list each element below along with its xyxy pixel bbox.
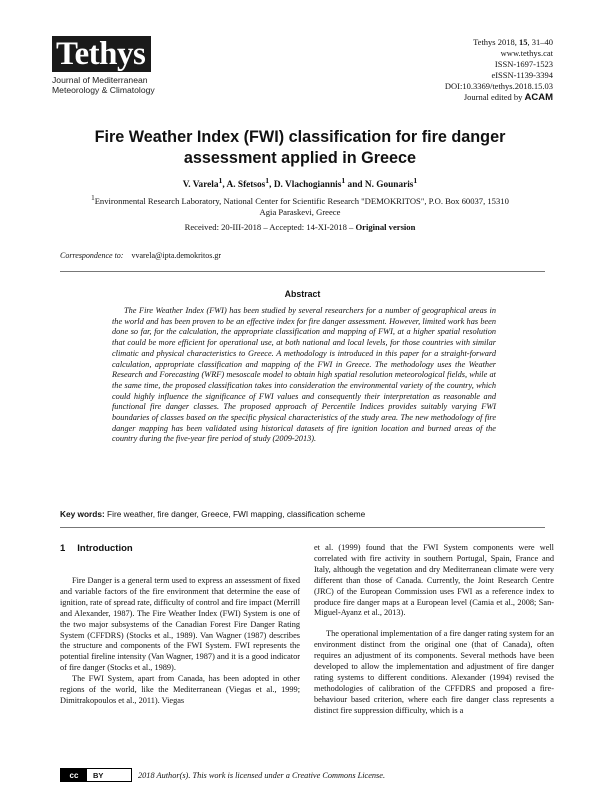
license-footer bbox=[60, 768, 385, 782]
affil-marker: 1 bbox=[218, 176, 223, 185]
journal-subtitle-line2: Meteorology & Climatology bbox=[52, 85, 155, 95]
divider bbox=[60, 271, 545, 272]
body-column-left bbox=[60, 576, 300, 707]
journal-logo-wordmark: Tethys bbox=[52, 36, 151, 72]
keywords-label: Key words: bbox=[60, 509, 105, 519]
affiliation bbox=[40, 193, 560, 218]
author-3: D. Vlachogiannis bbox=[273, 180, 342, 191]
issn: ISSN-1697-1523 bbox=[494, 59, 553, 69]
abstract-heading: Abstract bbox=[284, 289, 321, 299]
author-separator: , bbox=[222, 180, 227, 191]
journal-subtitle bbox=[52, 75, 202, 95]
author-1: V. Varela bbox=[182, 180, 219, 191]
edited-by-label: Journal edited by bbox=[463, 92, 525, 102]
journal-subtitle-line1: Journal of Mediterranean bbox=[52, 75, 148, 85]
correspondence-label: Correspondence to: bbox=[60, 251, 124, 260]
journal-logo bbox=[52, 36, 202, 95]
section-heading bbox=[60, 543, 133, 554]
section-title: Introduction bbox=[77, 543, 133, 554]
author-separator: , bbox=[269, 180, 274, 191]
volume-pages: , 31–40 bbox=[527, 37, 553, 47]
body-paragraph: Fire Danger is a general term used to express an assessment of fixed and variable factors of the fire environment that determine the ease of ignition, rate of spread rate, difficulty of control and fire impact (Merrill and Alexander, 1987). The Fire Weather Index (FWI) System is one of the two major subsystems of the Canadian Forest Fire Danger Rating System (CFFDRS) (Stocks et al., 1989). Van Wagner (1987) describes the structure and components of the FWI System. FWI represents the potential fireline intensity (Van Wagner, 1987) and it is a good indicator of fire danger (Stocks et al., 1989). bbox=[60, 576, 300, 673]
body-paragraph: et al. (1999) found that the FWI System components were well correlated with fire activity in southern Portugal, Spain, France and Italy, although the vegetation and dry Mediterranean climate were very different than those of Canada. Currently, the Joint Research Centre (JRC) of the European Commission uses FWI as a reference index to produce fire danger maps at a European level (Camia et al., 2008; San-Miguel-Ayanz et al., 2013). bbox=[314, 543, 554, 618]
by-icon: BY bbox=[93, 770, 104, 780]
affil-marker: 1 bbox=[341, 176, 346, 185]
publication-meta bbox=[445, 37, 553, 103]
affil-marker: 1 bbox=[91, 194, 95, 202]
volume-number: 15 bbox=[519, 37, 528, 47]
affiliation-text: Environmental Research Laboratory, National Center for Scientific Research "DEMOKRITOS", P.O. Box 60037, 15310 bbox=[94, 195, 509, 206]
doi-link[interactable]: DOI:10.3369/tethys.2018.15.03 bbox=[444, 81, 553, 91]
version-type: Original version bbox=[355, 222, 416, 232]
license-text: 2018 Author(s). This work is licensed under a Creative Commons License. bbox=[138, 770, 386, 780]
eissn: eISSN-1139-3394 bbox=[491, 70, 553, 80]
body-column-right bbox=[314, 543, 554, 717]
keywords bbox=[60, 509, 365, 519]
divider bbox=[60, 527, 545, 528]
edited-by bbox=[445, 92, 553, 103]
paper-title: Fire Weather Index (FWI) classification for fire danger assessment applied in Greece bbox=[94, 128, 506, 167]
author-conjunction: and bbox=[345, 180, 365, 191]
website-link[interactable]: www.tethys.cat bbox=[500, 48, 553, 58]
editor-name: ACAM bbox=[524, 92, 553, 103]
received-text: Received: 20-III-2018 – Accepted: 14-XI-2018 – bbox=[184, 222, 356, 232]
affiliation-line1 bbox=[40, 193, 560, 207]
volume-line bbox=[445, 37, 553, 48]
cc-icon: cc bbox=[61, 769, 87, 781]
section-number: 1 bbox=[60, 543, 66, 554]
author-list bbox=[40, 176, 560, 190]
author-2: A. Sfetsos bbox=[226, 180, 266, 191]
cc-by-badge[interactable] bbox=[60, 768, 132, 782]
author-4: N. Gounaris bbox=[364, 180, 414, 191]
affil-marker: 1 bbox=[265, 176, 270, 185]
keywords-text: Fire weather, fire danger, Greece, FWI mapping, classification scheme bbox=[104, 509, 366, 519]
body-paragraph: The FWI System, apart from Canada, has been adopted in other regions of the world, like the Mediterranean (Viegas et al., 1999; Dimitrakopoulos et al., 2011). Viegas bbox=[60, 674, 300, 705]
body-paragraph: The operational implementation of a fire danger rating system for an environment distinct from the original one (that of Canada), often requires an adjustment of its components. Several methods have been developed to allow the implementation and adjustment of fire danger rating systems to different conditions. Alexander (1994) revised the methodologies of calibration of the CFFDRS and proposed a fire-behaviour based criterion, where each fire danger class represents a distinct fire suppression difficulty, which is a bbox=[314, 629, 554, 715]
affiliation-line2: Agia Paraskevi, Greece bbox=[259, 206, 341, 217]
received-dates bbox=[40, 222, 560, 232]
abstract-text: The Fire Weather Index (FWI) has been studied by several researchers for a number of geographical areas in the world and has been proven to be an effective index for fire danger assessment. However, limited work has been done so far, for the calculation, the appropriate classification and mapping of FWI, at a higher spatial resolution that could be more efficient for operational use, at both national and local levels, for those countries with similar climatic and physical characteristics to Greece. A methodology is introduced in this paper for a straight-forward calculation, appropriate classification and mapping of the FWI in Greece. The methodology uses the Weather Research and Forecasting (WRF) mesoscale model to obtain high spatial resolution meteorological fields, while at the same time, the proposed classification takes into consideration the environmental variety of the country, which could highly influence the significance of FWI values and consequently their interpretation as reasonable and functional fire danger classes. The proposed approach of Percentile Indices provides suitably varying FWI boundaries of classes based on the specific physical characteristics of the study area. The new methodology of fire danger mapping has been validated using historical datasets of fire ignition location and burned areas of the country during the five-year fire period of study (2009-2013). bbox=[112, 306, 496, 444]
volume-prefix: Tethys 2018, bbox=[473, 37, 519, 47]
correspondence bbox=[60, 251, 221, 260]
correspondence-email[interactable]: vvarela@ipta.demokritos.gr bbox=[131, 251, 222, 260]
affil-marker: 1 bbox=[413, 176, 418, 185]
